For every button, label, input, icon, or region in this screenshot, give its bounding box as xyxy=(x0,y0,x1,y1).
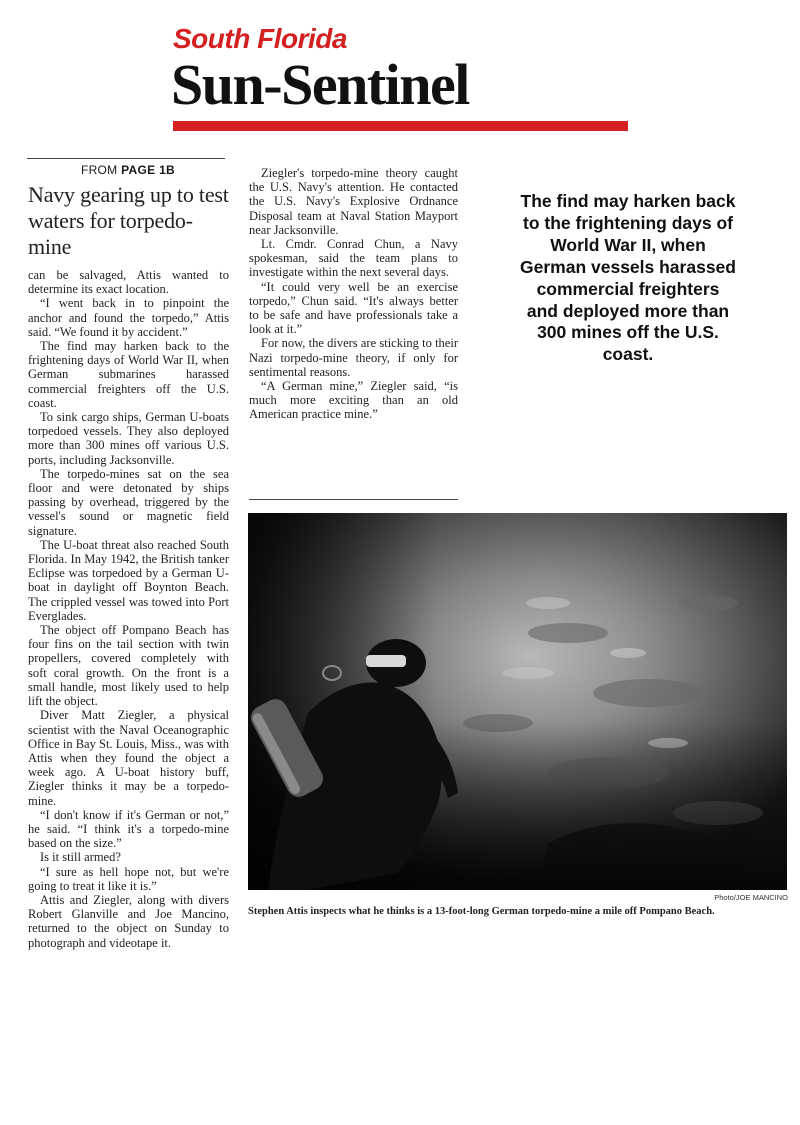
paragraph: Ziegler's torpedo-mine theory caught the U.S. Navy's attention. He contacted the U.S. Navy's Explosive Ordnance Disposal team at Naval Station Mayport near Jacksonville. xyxy=(249,166,458,237)
paragraph: The torpedo-mines sat on the sea floor and were detonated by ships passing by overhead, triggered by the vessel's sound or magnetic field signature. xyxy=(28,466,229,538)
photo-credit: Photo/JOE MANCINO xyxy=(714,893,788,902)
photo-caption: Stephen Attis inspects what he thinks is a 13-foot-long German torpedo-mine a mile off Pompano Beach. xyxy=(248,906,715,917)
paragraph: “I sure as hell hope not, but we're going to treat it like it is.” xyxy=(28,864,229,893)
paragraph: “A German mine,” Ziegler said, “is much more exciting than an old American practice mine.” xyxy=(249,379,458,422)
article-photo xyxy=(248,513,787,890)
paragraph: For now, the divers are sticking to their Nazi torpedo-mine theory, if only for sentimental reasons. xyxy=(249,336,458,379)
paragraph: Is it still armed? xyxy=(40,850,121,865)
paragraph: The object off Pompano Beach has four fins on the tail section with twin propellers, covered completely with soft coral growth. On the front is a small handle, most likely used to help lift the object. xyxy=(28,623,229,709)
paragraph: “I don't know if it's German or not,” he said. “I think it's a torpedo-mine based on the size.” xyxy=(28,807,229,851)
headline: Navy gearing up to test waters for torpedo-mine xyxy=(28,182,229,259)
paragraph: Lt. Cmdr. Conrad Chun, a Navy spokesman, said the team plans to investigate within the next several days. xyxy=(249,237,458,280)
pull-quote: The find may harken back to the frightening days of World War II, when German vessels harassed commercial freighters and deployed more than 300 mines off the U.S. coast. xyxy=(520,191,736,365)
paragraph: can be salvaged, Attis wanted to determine its exact location. xyxy=(28,268,229,297)
column2-bottom-rule xyxy=(249,499,458,500)
masthead-red-bar xyxy=(173,121,628,131)
underwater-diver-illustration xyxy=(248,513,787,890)
paragraph: Diver Matt Ziegler, a physical scientist with the Naval Oceanographic Office in Bay St. Louis, Miss., was with Attis when they found the object a week ago. A U-boat history buff, Ziegler thinks it may be a torpedo-mine. xyxy=(28,708,229,808)
jump-line xyxy=(30,163,226,177)
paragraph: “I went back in to pinpoint the anchor and found the torpedo,” Attis said. “We found it by accident.” xyxy=(28,296,229,339)
column1-top-rule xyxy=(27,158,225,159)
paragraph: To sink cargo ships, German U-boats torpedoed vessels. They also deployed more than 300 mines off various U.S. ports, including Jacksonville. xyxy=(28,410,229,467)
paragraph: The U-boat threat also reached South Florida. In May 1942, the British tanker Eclipse was torpedoed by a German U-boat in daylight off Boynton Beach. The crippled vessel was towed into Port Everglades. xyxy=(28,537,229,623)
paragraph: “It could very well be an exercise torpedo,” Chun said. “It's always better to be safe and have professionals take a look at it.” xyxy=(249,279,458,337)
paragraph: Attis and Ziegler, along with divers Robert Glanville and Joe Mancino, returned to the object on Sunday to photograph and videotape it. xyxy=(28,892,229,950)
paragraph: The find may harken back to the frightening days of World War II, when German submarines harassed commercial freighters off the U.S. coast. xyxy=(28,339,229,410)
masthead-title: Sun-Sentinel xyxy=(171,52,469,117)
jump-line-page: PAGE 1B xyxy=(121,163,176,177)
article-column-2 xyxy=(249,166,458,422)
article-column-1 xyxy=(28,268,229,950)
masthead-region: South Florida xyxy=(173,23,347,54)
jump-line-prefix: FROM xyxy=(80,163,122,177)
